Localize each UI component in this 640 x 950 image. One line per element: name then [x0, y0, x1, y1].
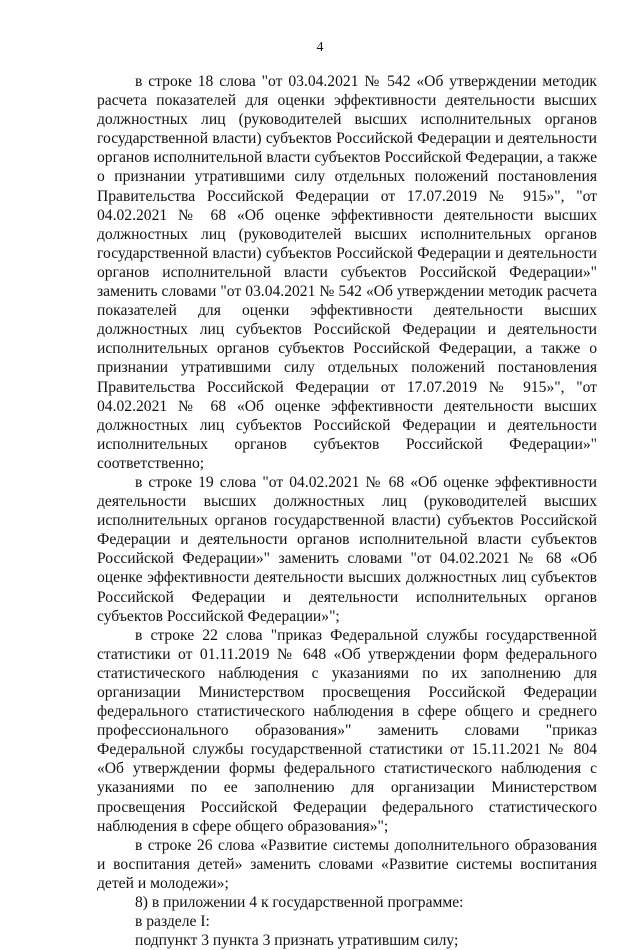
page-number: 4 — [316, 40, 324, 55]
paragraph-line-26: в строке 26 слова «Развитие системы дополнительного образования и воспитания детей» заменить словами «Развитие системы воспитания детей и молодежи»; — [97, 836, 597, 892]
paragraph-line-18: в строке 18 слова "от 03.04.2021 № 542 «Об утверждении методик расчета показателей для оценки эффективности деятельности высших должностных лиц (руководителей высших исполнительных органов государственной власти) субъектов Российской Федерации и деятельности органов исполнительной власти субъектов Российской Федерации, а также о признании утратившими силу отдельных положений постановления Правительства Российской Федерации от 17.07.2019 № 915»", "от 04.02.2021 № 68 «Об оценке эффективности деятельности высших должностных лиц (руководителей высших исполнительных органов государственной власти) субъектов Российской Федерации и деятельности органов исполнительной власти субъектов Российской Федерации»" заменить словами "от 03.04.2021 № 542 «Об утверждении методик расчета показателей для оценки эффективности деятельности высших должностных лиц субъектов Российской Федерации и деятельности исполнительных органов субъектов Российской Федерации, а также о признании утратившими силу отдельных положений постановления Правительства Российской Федерации от 17.07.2019 № 915»", "от 04.02.2021 № 68 «Об оценке эффективности деятельности высших должностных лиц субъектов Российской Федерации и деятельности исполнительных органов субъектов Российской Федерации»" соответственно; — [97, 73, 597, 472]
paragraph-subitem-3: подпункт 3 пункта 3 признать утратившим силу; — [135, 932, 459, 950]
paragraph-line-22: в строке 22 слова "приказ Федеральной службы государственной статистики от 01.11.2019 № 648 «Об утверждении форм федерального статистического наблюдения с указаниями по их заполнению для организации Министерством просвещения Российской Федерации федерального статистического наблюдения в сфере общего и среднего профессионального образования»" заменить словами "приказ Федеральной службы государственной статистики от 15.11.2021 № 804 «Об утверждении формы федерального статистического наблюдения с указаниями по ее заполнению для организации Министерством просвещения Российской Федерации федерального статистического наблюдения в сфере общего образования»"; — [97, 626, 597, 835]
paragraph-line-19: в строке 19 слова "от 04.02.2021 № 68 «Об оценке эффективности деятельности высших должностных лиц (руководителей высших исполнительных органов государственной власти) субъектов Российской Федерации и деятельности органов исполнительной власти субъектов Российской Федерации»" заменить словами "от 04.02.2021 № 68 «Об оценке эффективности деятельности высших должностных лиц субъектов Российской Федерации и деятельности исполнительных органов субъектов Российской Федерации»"; — [97, 473, 597, 625]
paragraph-section-1: в разделе I: — [135, 913, 210, 931]
paragraph-appendix-4: 8) в приложении 4 к государственной программе: — [135, 894, 464, 912]
document-body — [97, 72, 597, 950]
